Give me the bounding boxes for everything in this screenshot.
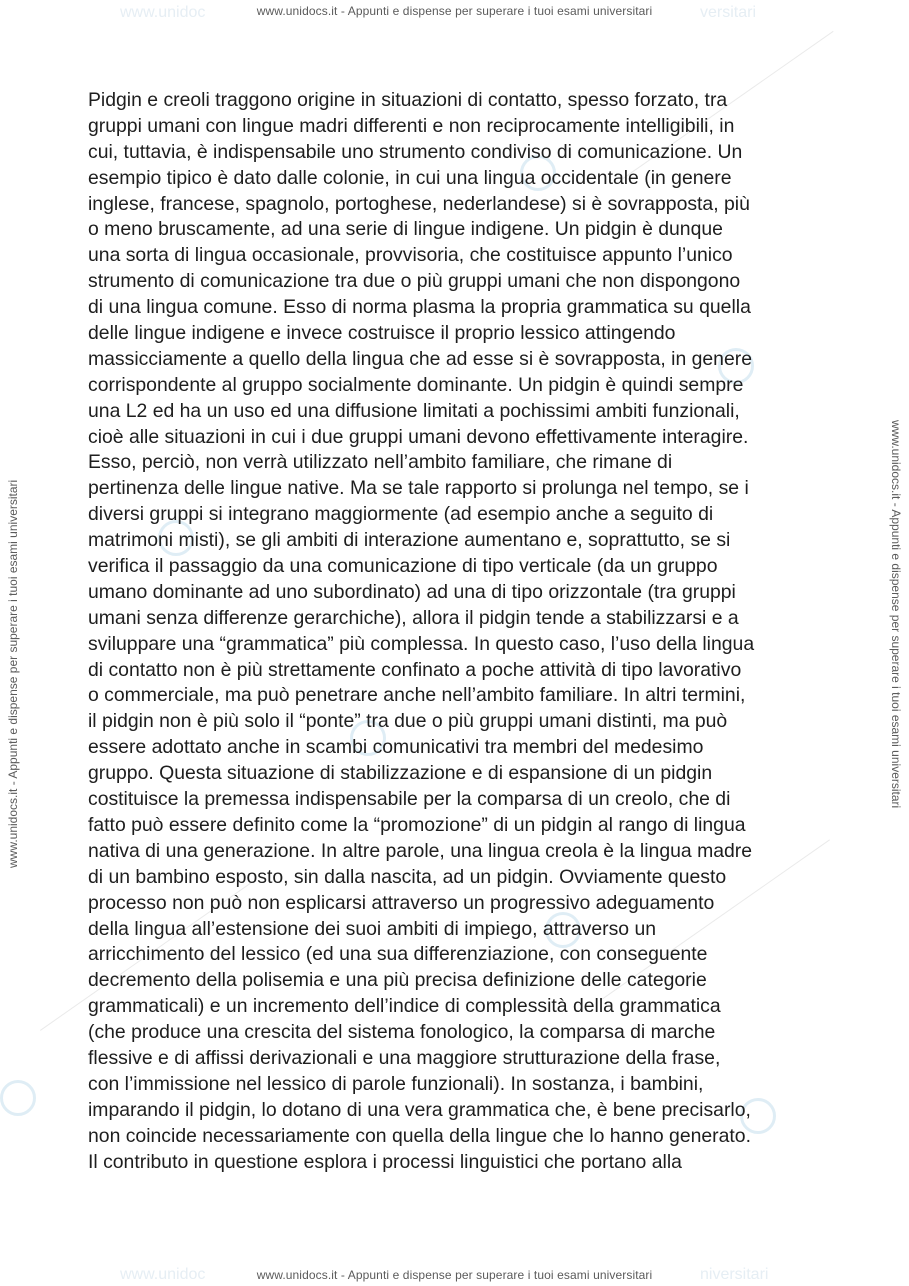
ghost-watermark-text: www.unidoc	[120, 4, 206, 21]
text-line: costituisce la premessa indispensabile per la comparsa di un creolo, che di	[88, 788, 731, 811]
text-line: Il contributo in questione esplora i processi linguistici che portano alla	[88, 1150, 682, 1173]
text-line: pertinenza delle lingue native. Ma se tale rapporto si prolunga nel tempo, se i	[88, 477, 749, 500]
text-line: esempio tipico è dato dalle colonie, in cui una lingua occidentale (in genere	[88, 166, 732, 189]
text-line: della lingua all’estensione dei suoi ambiti di impiego, attraverso un	[88, 917, 657, 940]
text-line: inglese, francese, spagnolo, portoghese, nederlandese) si è sovrapposta, più	[88, 192, 750, 215]
text-line: massicciamente a quello della lingua che ad esse si è sovrapposta, in genere	[88, 347, 752, 370]
text-line: decremento della polisemia e una più precisa definizione delle categorie	[88, 969, 707, 992]
text-line: cioè alle situazioni in cui i due gruppi umani devono effettivamente interagire.	[88, 425, 749, 448]
text-line: (che produce una crescita del sistema fonologico, la comparsa di marche	[88, 1021, 716, 1044]
text-line: sviluppare una “grammatica” più complessa. In questo caso, l’uso della lingua	[88, 632, 755, 655]
text-line: strumento di comunicazione tra due o più gruppi umani che non dispongono	[88, 270, 741, 293]
document-body	[88, 88, 828, 1175]
right-side-watermark: www.unidocs.it - Appunti e dispense per superare i tuoi esami universitari	[889, 420, 903, 809]
text-line: o meno bruscamente, ad una serie di lingue indigene. Un pidgin è dunque	[88, 218, 723, 241]
text-line: Pidgin e creoli traggono origine in situazioni di contatto, spesso forzato, tra	[88, 89, 728, 111]
text-line: diversi gruppi si integrano maggiormente (ad esempio anche a seguito di	[88, 503, 714, 526]
text-line: di contatto non è più strettamente confinato a poche attività di tipo lavorativo	[88, 658, 742, 681]
text-line: una L2 ed ha un uso ed una diffusione limitati a pochissimi ambiti funzionali,	[88, 399, 740, 422]
text-line: Esso, perciò, non verrà utilizzato nell’ambito familiare, che rimane di	[88, 451, 673, 474]
text-line: flessive e di affissi derivazionali e una maggiore strutturazione della frase,	[88, 1046, 721, 1069]
text-line: nativa di una generazione. In altre parole, una lingua creola è la lingua madre	[88, 839, 753, 862]
text-line: di una lingua comune. Esso di norma plasma la propria grammatica su quella	[88, 296, 751, 319]
left-side-watermark: www.unidocs.it - Appunti e dispense per superare i tuoi esami universitari	[6, 479, 20, 868]
ghost-watermark-text: www.unidoc	[120, 1266, 206, 1283]
text-line: il pidgin non è più solo il “ponte” tra due o più gruppi umani distinti, ma può	[88, 710, 728, 733]
text-line: imparando il pidgin, lo dotano di una vera grammatica che, è bene precisarlo,	[88, 1098, 751, 1121]
text-line: matrimoni misti), se gli ambiti di interazione aumentano e, soprattutto, se si	[88, 529, 731, 552]
text-line: arricchimento del lessico (ed una sua differenziazione, con conseguente	[88, 943, 708, 966]
text-line: di un bambino esposto, sin dalla nascita, ad un pidgin. Ovviamente questo	[88, 865, 727, 888]
text-line: una sorta di lingua occasionale, provvisoria, che costituisce appunto l’unico	[88, 244, 733, 267]
text-line: cui, tuttavia, è indispensabile uno strumento condiviso di comunicazione. Un	[88, 140, 743, 163]
text-line: grammaticali) e un incremento dell’indice di complessità della grammatica	[88, 995, 721, 1018]
ghost-watermark-text: niversitari	[700, 1266, 769, 1283]
text-line: umano dominante ad uno subordinato) ad una di tipo orizzontale (tra gruppi	[88, 580, 736, 603]
text-line: gruppi umani con lingue madri differenti e non reciprocamente intelligibili, in	[88, 114, 735, 137]
footer-watermark: www.unidocs.it - Appunti e dispense per superare i tuoi esami universitari	[256, 1268, 653, 1282]
text-line: delle lingue indigene e invece costruisce il proprio lessico attingendo	[88, 322, 676, 345]
text-line: corrispondente al gruppo socialmente dominante. Un pidgin è quindi sempre	[88, 373, 744, 396]
text-line: o commerciale, ma può penetrare anche nell’ambito familiare. In altri termini,	[88, 684, 746, 707]
text-line: verifica il passaggio da una comunicazione di tipo verticale (da un gruppo	[88, 555, 718, 578]
text-line: fatto può essere definito come la “promozione” di un pidgin al rango di lingua	[88, 813, 746, 836]
text-line: essere adottato anche in scambi comunicativi tra membri del medesimo	[88, 736, 704, 759]
text-line: gruppo. Questa situazione di stabilizzazione e di espansione di un pidgin	[88, 762, 713, 785]
header-watermark: www.unidocs.it - Appunti e dispense per superare i tuoi esami universitari	[256, 4, 653, 18]
watermark-logo-icon	[0, 1080, 36, 1116]
text-line: umani senza differenze gerarchiche), allora il pidgin tende a stabilizzarsi e a	[88, 606, 739, 629]
text-line: non coincide necessariamente con quella della lingue che lo hanno generato.	[88, 1124, 751, 1147]
text-line: processo non può non esplicarsi attraverso un progressivo adeguamento	[88, 891, 715, 914]
ghost-watermark-text: versitari	[700, 4, 757, 21]
text-line: con l’immissione nel lessico di parole funzionali). In sostanza, i bambini,	[88, 1072, 704, 1095]
